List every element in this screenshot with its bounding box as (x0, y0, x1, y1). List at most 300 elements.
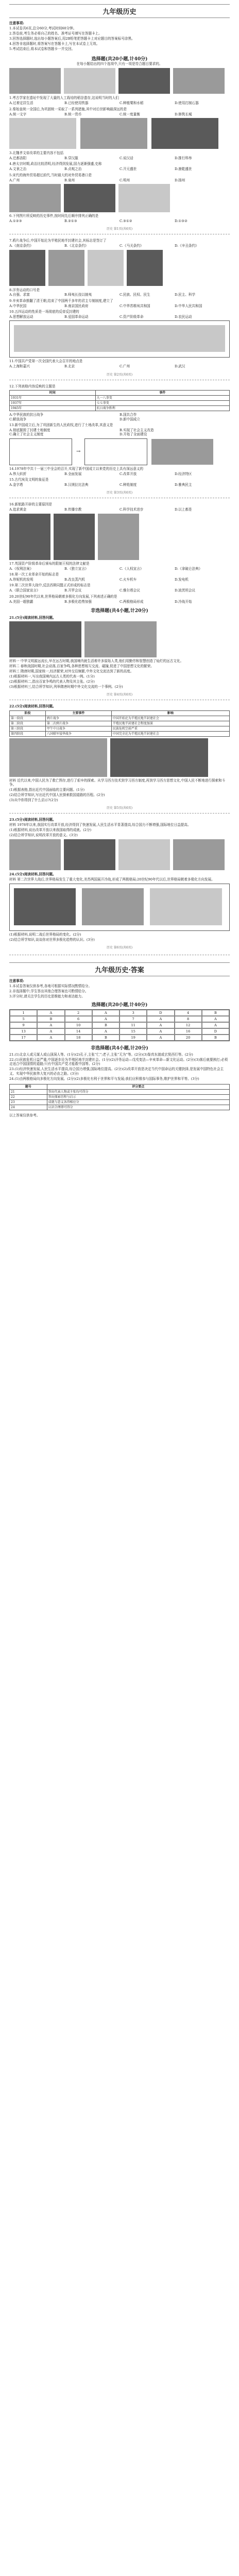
table-row (10, 1090, 230, 1095)
table-cell: 中国完全沦为半殖民地半封建社会 (111, 731, 229, 736)
question: 10.五四运动的性质是一场彻底的反帝反封建的 (9, 310, 79, 314)
figure-image (14, 888, 76, 925)
question: 20.20世纪90年代以来,世界格局朝着多极化方向发展,下列表述正确的是 (9, 594, 117, 599)
options (9, 293, 230, 297)
question: 6.下列图片所反映的历史事件,按时间先后顺序排列正确的是 (9, 213, 99, 218)
sub-question: (3)从中你得到了什么启示?(2分) (9, 798, 58, 802)
portrait-image (48, 250, 84, 286)
options (9, 156, 230, 160)
answer-grid-label: 8 (175, 1016, 202, 1022)
question: 18.第一次工业革命开始的标志是 (9, 572, 59, 577)
table-cell: 第三阶段 (10, 726, 46, 731)
option: C.改革开放 (120, 471, 137, 476)
sub-question: (2)结合所学知识,说明改革开放的意义。(3分) (9, 833, 78, 837)
option: A.文景之治 (9, 167, 27, 172)
answer-grid-label: 1 (10, 1010, 37, 1016)
question: 19.第二次世界大战中,反法西斯同盟正式形成的标志是 (9, 583, 91, 588)
option: C.广州 (120, 364, 130, 369)
question: 23.(5分)阅读材料,回答问题。 (9, 818, 56, 822)
answer-grid-value: A (92, 1010, 120, 1016)
figure-image (80, 118, 147, 149)
answer-grid-label: 14 (65, 1028, 92, 1035)
option: A.《权利法案》 (9, 566, 33, 571)
option: D.修筑长城 (175, 112, 192, 116)
sub-question: (1)根据材料,说明二战后世界格局的变化。(2分) (9, 932, 81, 937)
option: D.使用打制石器 (175, 101, 199, 106)
answer-grid-value: A (37, 1028, 64, 1035)
figure-image (151, 118, 218, 149)
answer-grid-value: B (37, 1016, 64, 1022)
question: 2.秦始皇统一全国后,为巩固统一采取了一系列措施,其中对后世影响最深远的是 (9, 107, 127, 111)
question: 22.(5分)阅读材料,回答问题。 (9, 704, 56, 709)
table-header-cell: 事件 (95, 391, 229, 396)
diagram-box (84, 438, 147, 465)
section-title: 非选择题(共4小题,计20分) (91, 608, 148, 614)
table-cell: 第一阶段 (10, 716, 46, 721)
diagram-box (9, 438, 72, 465)
answer-notice-block (9, 979, 230, 998)
table-cell: 认识合理即可得分 (47, 1105, 229, 1110)
material-text: 材料二 春秋战国时期,社会动荡,百家争鸣,各种思想相互交流、碰撞,促进了中国思想文化的繁荣。 (9, 664, 154, 669)
answer-grid-label: 17 (10, 1035, 37, 1041)
option: A.金字塔 (9, 482, 23, 487)
option: B.泉州 (64, 178, 75, 182)
sub-question: (2)结合所学知识,写出近代中国人民探索救国道路的历程。(2分) (9, 792, 105, 797)
notice-heading: 注意事项: (9, 21, 24, 25)
q11-figure-box (9, 320, 230, 358)
question: 17.英国资产阶级革命后颁布的限制王权的法律文献是 (9, 561, 90, 566)
material-text: 材料三 隋唐时期,国家统一,经济繁荣,对外交往频繁,中外文化交流达到了新的高度。 (9, 669, 134, 674)
table-header-cell: 阶段 (10, 710, 46, 716)
artifact-image (9, 68, 61, 94)
table-cell: 九一八事变 (95, 396, 229, 401)
option: B.《独立宣言》 (64, 566, 89, 571)
table-header-row (10, 1084, 230, 1090)
option: D.农民运动 (175, 315, 192, 319)
option: D.雅典民主 (175, 482, 192, 487)
question: 14.1978年中共十一届三中全会的召开,实现了新中国成立以来党的历史上具有深远意义的 (9, 466, 144, 471)
question: 3.北魏孝文帝改革的主要内容不包括 (9, 150, 64, 155)
table-cell: 抗日战争胜利 (95, 406, 229, 411)
option: B.实现了社会主义改造 (120, 428, 154, 432)
option: D.①③② (175, 218, 187, 223)
section-desc: 在每小题给出的四个选项中,只有一项是符合题目要求的。 (76, 61, 163, 66)
answer-grid-value: A (37, 1035, 64, 1041)
arrow-icon: → (76, 449, 81, 455)
notice-block (9, 21, 230, 51)
table-cell: 民族危机空前严重 (111, 726, 229, 731)
notice-line: 3.回答选择题时,选出每小题答案后,用2B铅笔把答题卡上对应题目的答案标号涂黑。 (9, 36, 135, 41)
option: B.南京国民政府 (64, 303, 89, 308)
figure-image (151, 439, 213, 465)
section-title: 选择题(共20小题,计40分) (91, 1003, 148, 1008)
material-image (84, 621, 157, 657)
artifact-image (54, 514, 95, 560)
question: 21.(5分)阅读材料,回答问题。 (9, 615, 56, 620)
answer-grid-label: 20 (175, 1035, 202, 1041)
page-footer: 历史 第4页(共6页) (106, 693, 133, 697)
answer-grid-label: 6 (65, 1016, 92, 1022)
option: C.统一度量衡 (120, 112, 140, 116)
answer-grid-value: A (92, 1028, 120, 1035)
options (9, 364, 230, 368)
option: B.传播宗教 (64, 507, 82, 512)
answer-grid-value: A (147, 1016, 174, 1022)
option: D.冷战开始 (175, 599, 192, 604)
page-footer: 历史 第1页(共6页) (106, 227, 133, 231)
question: 24.(5分)阅读材料,回答问题。 (9, 872, 56, 877)
table-header-row (10, 391, 230, 396)
table-row (10, 1095, 230, 1100)
option: B.爱国革命运动 (64, 315, 89, 319)
event-image (9, 184, 61, 212)
option: D.武汉 (175, 364, 185, 369)
material-text: 材料一 中华文明源远流长,早在远古时期,我国境内就生活着许多原始人类,他们用勤劳和智慧创造了灿烂的远古文化。 (9, 659, 184, 664)
table-header-cell: 题号 (10, 1084, 47, 1090)
sub-question: (2)根据材料二,指出百家争鸣的代表人物及其主张。(2分) (9, 679, 95, 684)
table-row (10, 401, 230, 406)
option: D.以上都是 (175, 507, 192, 512)
q8-images (9, 250, 230, 286)
sub-question: (3)根据材料三,结合所学知识,列举隋唐时期中外文化交流的一个事例。(2分) (9, 684, 123, 689)
material-image (64, 839, 115, 870)
answer-grid-label: 10 (65, 1022, 92, 1028)
options (9, 600, 230, 604)
question: 7.鸦片战争后,中国开始沦为半殖民地半封建社会,其标志是签订了 (9, 239, 107, 243)
option: B.国共合作 (120, 413, 137, 417)
answer-grid-label: 9 (10, 1022, 37, 1028)
event-image (64, 184, 115, 212)
answer-grid-value: A (37, 1022, 64, 1028)
figure-image (14, 325, 225, 352)
answer-text: 23.(1)经济快速发展,人民生活水平提高,综合国力增强,国际地位提高。(2分)(2)改革开放是决定当代中国命运的关键抉择,是发展中国特色社会主义、实现中华民族伟大复兴的必由之路。(3分) (9, 1067, 224, 1076)
answer-grid-value: A (147, 1028, 174, 1035)
question: 8.洋务运动的口号是 (9, 287, 40, 292)
option: A.广州 (9, 178, 20, 182)
answer-grid-value: B (92, 1022, 120, 1028)
answer-grid-label: 2 (65, 1010, 92, 1016)
option: D.开始了全面建设 (120, 432, 147, 437)
table-cell: 22 (10, 1095, 47, 1100)
option: C.说汉话 (120, 156, 133, 160)
options (9, 588, 230, 592)
option: A.上海和嘉兴 (9, 364, 30, 369)
q3-images (9, 118, 230, 149)
notice-line: 1.本试卷共6页,总分60分,考试时间60分钟。 (9, 26, 77, 30)
option: C.火车机车 (120, 577, 137, 582)
answer-grid-label: 12 (175, 1022, 202, 1028)
artifact-image (9, 514, 50, 560)
material-image (9, 738, 107, 777)
question: 12.下列表格内容反映的主题是 (9, 384, 56, 388)
option: A.过着定居生活 (9, 101, 33, 106)
option: C.开元盛世 (120, 167, 137, 172)
answer-grid-label: 13 (10, 1028, 37, 1035)
options (9, 219, 230, 223)
answer-grid-label: 11 (120, 1022, 147, 1028)
notice-heading: 注意事项: (9, 978, 24, 983)
table-cell: 中国开始沦为半殖民地半封建社会 (111, 716, 229, 721)
option: B.多极化趋势加强 (64, 599, 92, 604)
table-header-cell: 影响 (111, 710, 229, 716)
q17-images (9, 514, 230, 560)
answer-grid-value: D (202, 1028, 229, 1035)
option: C.资产阶级革命 (120, 315, 144, 319)
material-image (110, 738, 208, 777)
answer-text: 22.(1)民族危机日益严重,中国逐步沦为半殖民地半封建社会。(1分)(2)洋务运动—戊戌变法—辛亥革命—新文化运动。(2分)(3)落后就要挨打;必须走适合中国国情的道路;只有中国共产党才能救中国等。(2分) (9, 1057, 228, 1066)
q24-figure-box (9, 884, 230, 931)
option: A.统一文字 (9, 112, 27, 116)
options (9, 178, 230, 182)
notice-line: 2.非选择题中,学生答出其他合理答案也可酌情给分。 (9, 989, 89, 993)
material-text: 材料 第二次世界大战后,世界格局发生了重大变化,美苏两国展开冷战,形成了两极格局;20世纪90年代以后,世界格局朝着多极化方向发展。 (9, 877, 215, 882)
options (9, 167, 230, 171)
q21-images (9, 621, 230, 657)
answer-grid-value: A (37, 1010, 64, 1016)
option: B.贞观之治 (64, 167, 82, 172)
table-cell: 1945年 (10, 406, 96, 411)
option: A.追求黄金 (9, 507, 27, 512)
figure-image (9, 118, 76, 149)
option: C.两极格局形成 (120, 599, 144, 604)
option: C.《马关条约》 (120, 244, 144, 248)
question: 4.唐太宗时期,政治比较清明,经济得到发展,国力逐渐强盛,史称 (9, 162, 102, 166)
option: A.迁都洛阳 (9, 156, 27, 160)
sub-question: (2)结合所学知识,谈谈你对世界多极化趋势的认识。(3分) (9, 937, 95, 942)
option: C.确立了社会主义制度 (9, 432, 44, 437)
table-row (10, 396, 230, 401)
option: A.思想解放运动 (9, 315, 33, 319)
question: 1.考古学家在遗址中发现了大量的人工栽培的稻谷遗存,这说明当时的人们 (9, 96, 119, 100)
answer-grid-value: B (92, 1035, 120, 1041)
option: A.《南京条约》 (9, 244, 33, 248)
options (9, 428, 230, 437)
table-cell: 21 (10, 1090, 47, 1095)
artifact-image (98, 514, 139, 560)
table-row (10, 726, 230, 731)
option: D.民主、科学 (175, 293, 196, 297)
table-cell: 第二次鸦片战争 (45, 721, 111, 726)
event-image (118, 184, 170, 212)
material-image (173, 839, 225, 870)
option: D.康乾盛世 (175, 167, 192, 172)
option: A.《联合国家宣言》 (9, 588, 40, 593)
table-row (10, 716, 230, 721)
question: 11.中国共产党第一次全国代表大会召开的地点是 (9, 359, 83, 364)
table-cell: 答出代表人物或主张均可得分 (47, 1090, 229, 1095)
q1-images (9, 68, 230, 94)
page-footer: 历史 第5页(共6页) (106, 806, 133, 810)
artifact-image (173, 68, 225, 94)
option: D.《辛丑条约》 (175, 244, 199, 248)
answer-table (9, 1084, 230, 1110)
portrait-image (127, 250, 163, 286)
table-row (10, 1100, 230, 1105)
option: D.推行科举 (175, 156, 192, 160)
option: D.经济特区 (175, 471, 192, 476)
option: B.穿汉服 (64, 156, 78, 160)
table-row (10, 406, 230, 411)
notice-line: 5.考试结束后,将本试卷和答题卡一并交回。 (9, 46, 75, 51)
table-cell: 八国联军侵华战争 (45, 731, 111, 736)
option: A.①②③ (9, 218, 22, 223)
figure-image (82, 888, 144, 925)
table-header-cell: 主要事件 (45, 710, 111, 716)
option: B.改良蒸汽机 (64, 577, 85, 582)
option: C.解放战争 (9, 417, 27, 421)
option: B.北京 (64, 364, 75, 369)
answer-grid-label: 15 (120, 1028, 147, 1035)
answer-grid-label: 5 (10, 1016, 37, 1022)
option: D.扬州 (175, 178, 185, 182)
q24-images (9, 839, 230, 870)
options (9, 472, 230, 476)
option: C.明州 (120, 178, 130, 182)
option: C.《人权宣言》 (120, 566, 144, 571)
table-cell: 24 (10, 1105, 47, 1110)
option: B.开罗会议 (64, 588, 82, 593)
table-cell: 半殖民地半封建社会程度加深 (111, 721, 229, 726)
options (9, 567, 230, 571)
answer-grid-value: B (202, 1010, 229, 1016)
table-cell: 七七事变 (95, 401, 229, 406)
material-image (118, 839, 170, 870)
option: D.发电机 (175, 577, 189, 582)
question: 13.新中国成立后,为了巩固新生的人民政权,进行了土地改革,其意义是 (9, 423, 113, 427)
exam-title: 九年级历史 (9, 4, 230, 18)
table-cell: 答出探索历程与启示 (47, 1095, 229, 1100)
answer-grid-label: 16 (175, 1028, 202, 1035)
answer-grid-label: 7 (120, 1016, 147, 1022)
notice-line: 3.评分时,请关注学生的历史思维能力和表达能力。 (9, 994, 85, 998)
q6-images (9, 184, 230, 212)
answer-grid (9, 1009, 230, 1041)
table-cell: 甲午中日战争 (45, 726, 111, 731)
answer-grid-value: A (147, 1022, 174, 1028)
option: D.波茨坦会议 (175, 588, 196, 593)
q14-diagram (9, 438, 230, 465)
sub-question: (1)根据材料一,写出我国境内远古人类的代表一例。(1分) (9, 674, 95, 679)
options (9, 304, 230, 308)
answer-grid-label: 19 (120, 1035, 147, 1041)
option: B.汉谟拉比法典 (64, 482, 89, 487)
material-image (9, 621, 81, 657)
option: C.中华苏维埃共和国 (120, 303, 150, 308)
table-header-cell: 时间 (10, 391, 96, 396)
option: B.已经使用铁器 (64, 101, 89, 106)
q22-table (9, 710, 230, 737)
option: B.师夷长技以制夷 (64, 293, 92, 297)
options (9, 315, 230, 319)
sub-question: (1)根据材料,说出改革开放以来我国取得的成就。(2分) (9, 828, 92, 832)
page-footer: 历史 第6页(共6页) (106, 945, 133, 950)
table-header-row (10, 710, 230, 716)
table-header-cell: 评分要点 (47, 1084, 229, 1090)
options (9, 112, 230, 116)
notice-line: 1.本试卷答案仅供参考,各地可根据实际情况酌情给分。 (9, 984, 92, 988)
artifact-image (118, 68, 170, 94)
section-title: 选择题(共20小题,计40分) (91, 56, 148, 62)
q12-table (9, 390, 230, 411)
option: B.《北京条约》 (64, 244, 89, 248)
notice-line: 2.答卷前,考生务必将自己的姓名、准考证号填写在答题卡上。 (9, 31, 102, 36)
option: C.③①② (120, 218, 132, 223)
option: C.种姓制度 (120, 482, 137, 487)
material-text: 材料 近代以来,中国人民为了救亡图存,进行了艰辛的探索。从学习西方技术到学习西方制度,再到学习西方思想文化,中国人民不断地进行探索和斗争。 (9, 778, 226, 787)
question: 9.辛亥革命推翻了清王朝,结束了中国两千多年的君主专制制度,建立了 (9, 298, 113, 303)
section-title: 非选择题(共4小题,计20分) (91, 1046, 148, 1052)
figure-image (150, 888, 222, 925)
table-row (10, 731, 230, 736)
exam-column (9, 4, 230, 1118)
table-cell: 成就与意义各得相应分 (47, 1100, 229, 1105)
portrait-image (9, 250, 45, 286)
options (9, 101, 230, 105)
options (9, 413, 230, 421)
option: C.科学技术进步 (120, 507, 144, 512)
options (9, 244, 230, 248)
option: D.中华人民共和国 (175, 303, 202, 308)
option: C.民族、民权、民生 (120, 293, 150, 297)
table-cell: 23 (10, 1100, 47, 1105)
option: B.全面发展 (64, 471, 82, 476)
q22-images (9, 738, 230, 777)
option: A.珍妮机的发明 (9, 577, 33, 582)
question: 15.古代埃及文明的象征是 (9, 478, 49, 482)
option: A.中华民国 (9, 303, 27, 308)
material-image (9, 839, 61, 870)
answer-end-note: 以上答案仅供参考。 (9, 1113, 40, 1117)
portrait-image (88, 250, 124, 286)
answer-grid-value: A (202, 1016, 229, 1022)
material-text: 材料 1978年以来,我国实行改革开放,经济得到了快速发展,人民生活水平显著提高,综合国力不断增强,国际地位日益提高。 (9, 823, 191, 827)
table-row (10, 1105, 230, 1110)
answer-grid-value: A (147, 1035, 174, 1041)
table-cell: 第四阶段 (10, 731, 46, 736)
option: A.美国一超独霸 (9, 599, 33, 604)
page-footer: 历史 第2页(共6页) (106, 372, 133, 377)
answer-grid-label: 3 (120, 1010, 147, 1016)
option: C.种植粟和水稻 (120, 101, 144, 106)
answer-title: 九年级历史·答案 (9, 962, 230, 976)
table-cell: 鸦片战争 (45, 716, 111, 721)
table-cell: 第二阶段 (10, 721, 46, 726)
options (9, 578, 230, 582)
option: D.新中国成立 (120, 417, 141, 421)
table-row (10, 721, 230, 726)
option: A.彻底摧毁了封建土地制度 (9, 428, 50, 432)
answer-text: 21.(1)北京人或元谋人或山顶洞人等。(1分)(2)孔子,主张“仁”;老子,主张“无为”等。(2分)(3)鉴真东渡或玄奘西行等。(2分) (9, 1053, 193, 1057)
option: A.伟大转折 (9, 471, 27, 476)
option: A.自强、求富 (9, 293, 30, 297)
answer-grid-value: A (92, 1016, 120, 1022)
page-footer: 历史 第3页(共6页) (106, 491, 133, 495)
answer-grid-label: 18 (65, 1035, 92, 1041)
options (9, 507, 230, 512)
notice-line: 4.回答非选择题时,将答案写在答题卡上,写在本试卷上无效。 (9, 41, 100, 46)
option: C.雅尔塔会议 (120, 588, 140, 593)
question: 16.新航路开辟的主要原因是 (9, 502, 53, 507)
table-cell: 1937年 (10, 401, 96, 406)
answer-grid-value: B (202, 1035, 229, 1041)
table-cell: 1931年 (10, 396, 96, 401)
options (9, 483, 230, 487)
sub-question: (1)根据表格,指出近代中国面临的主要问题。(1分) (9, 787, 85, 792)
option: D.《拿破仑法典》 (175, 566, 202, 571)
artifact-image (64, 68, 115, 94)
question: 5.宋代的海外贸易超过前代,当时最大的对外贸易港口是 (9, 173, 92, 177)
option: A.中华民族的抗日战争 (9, 413, 44, 417)
